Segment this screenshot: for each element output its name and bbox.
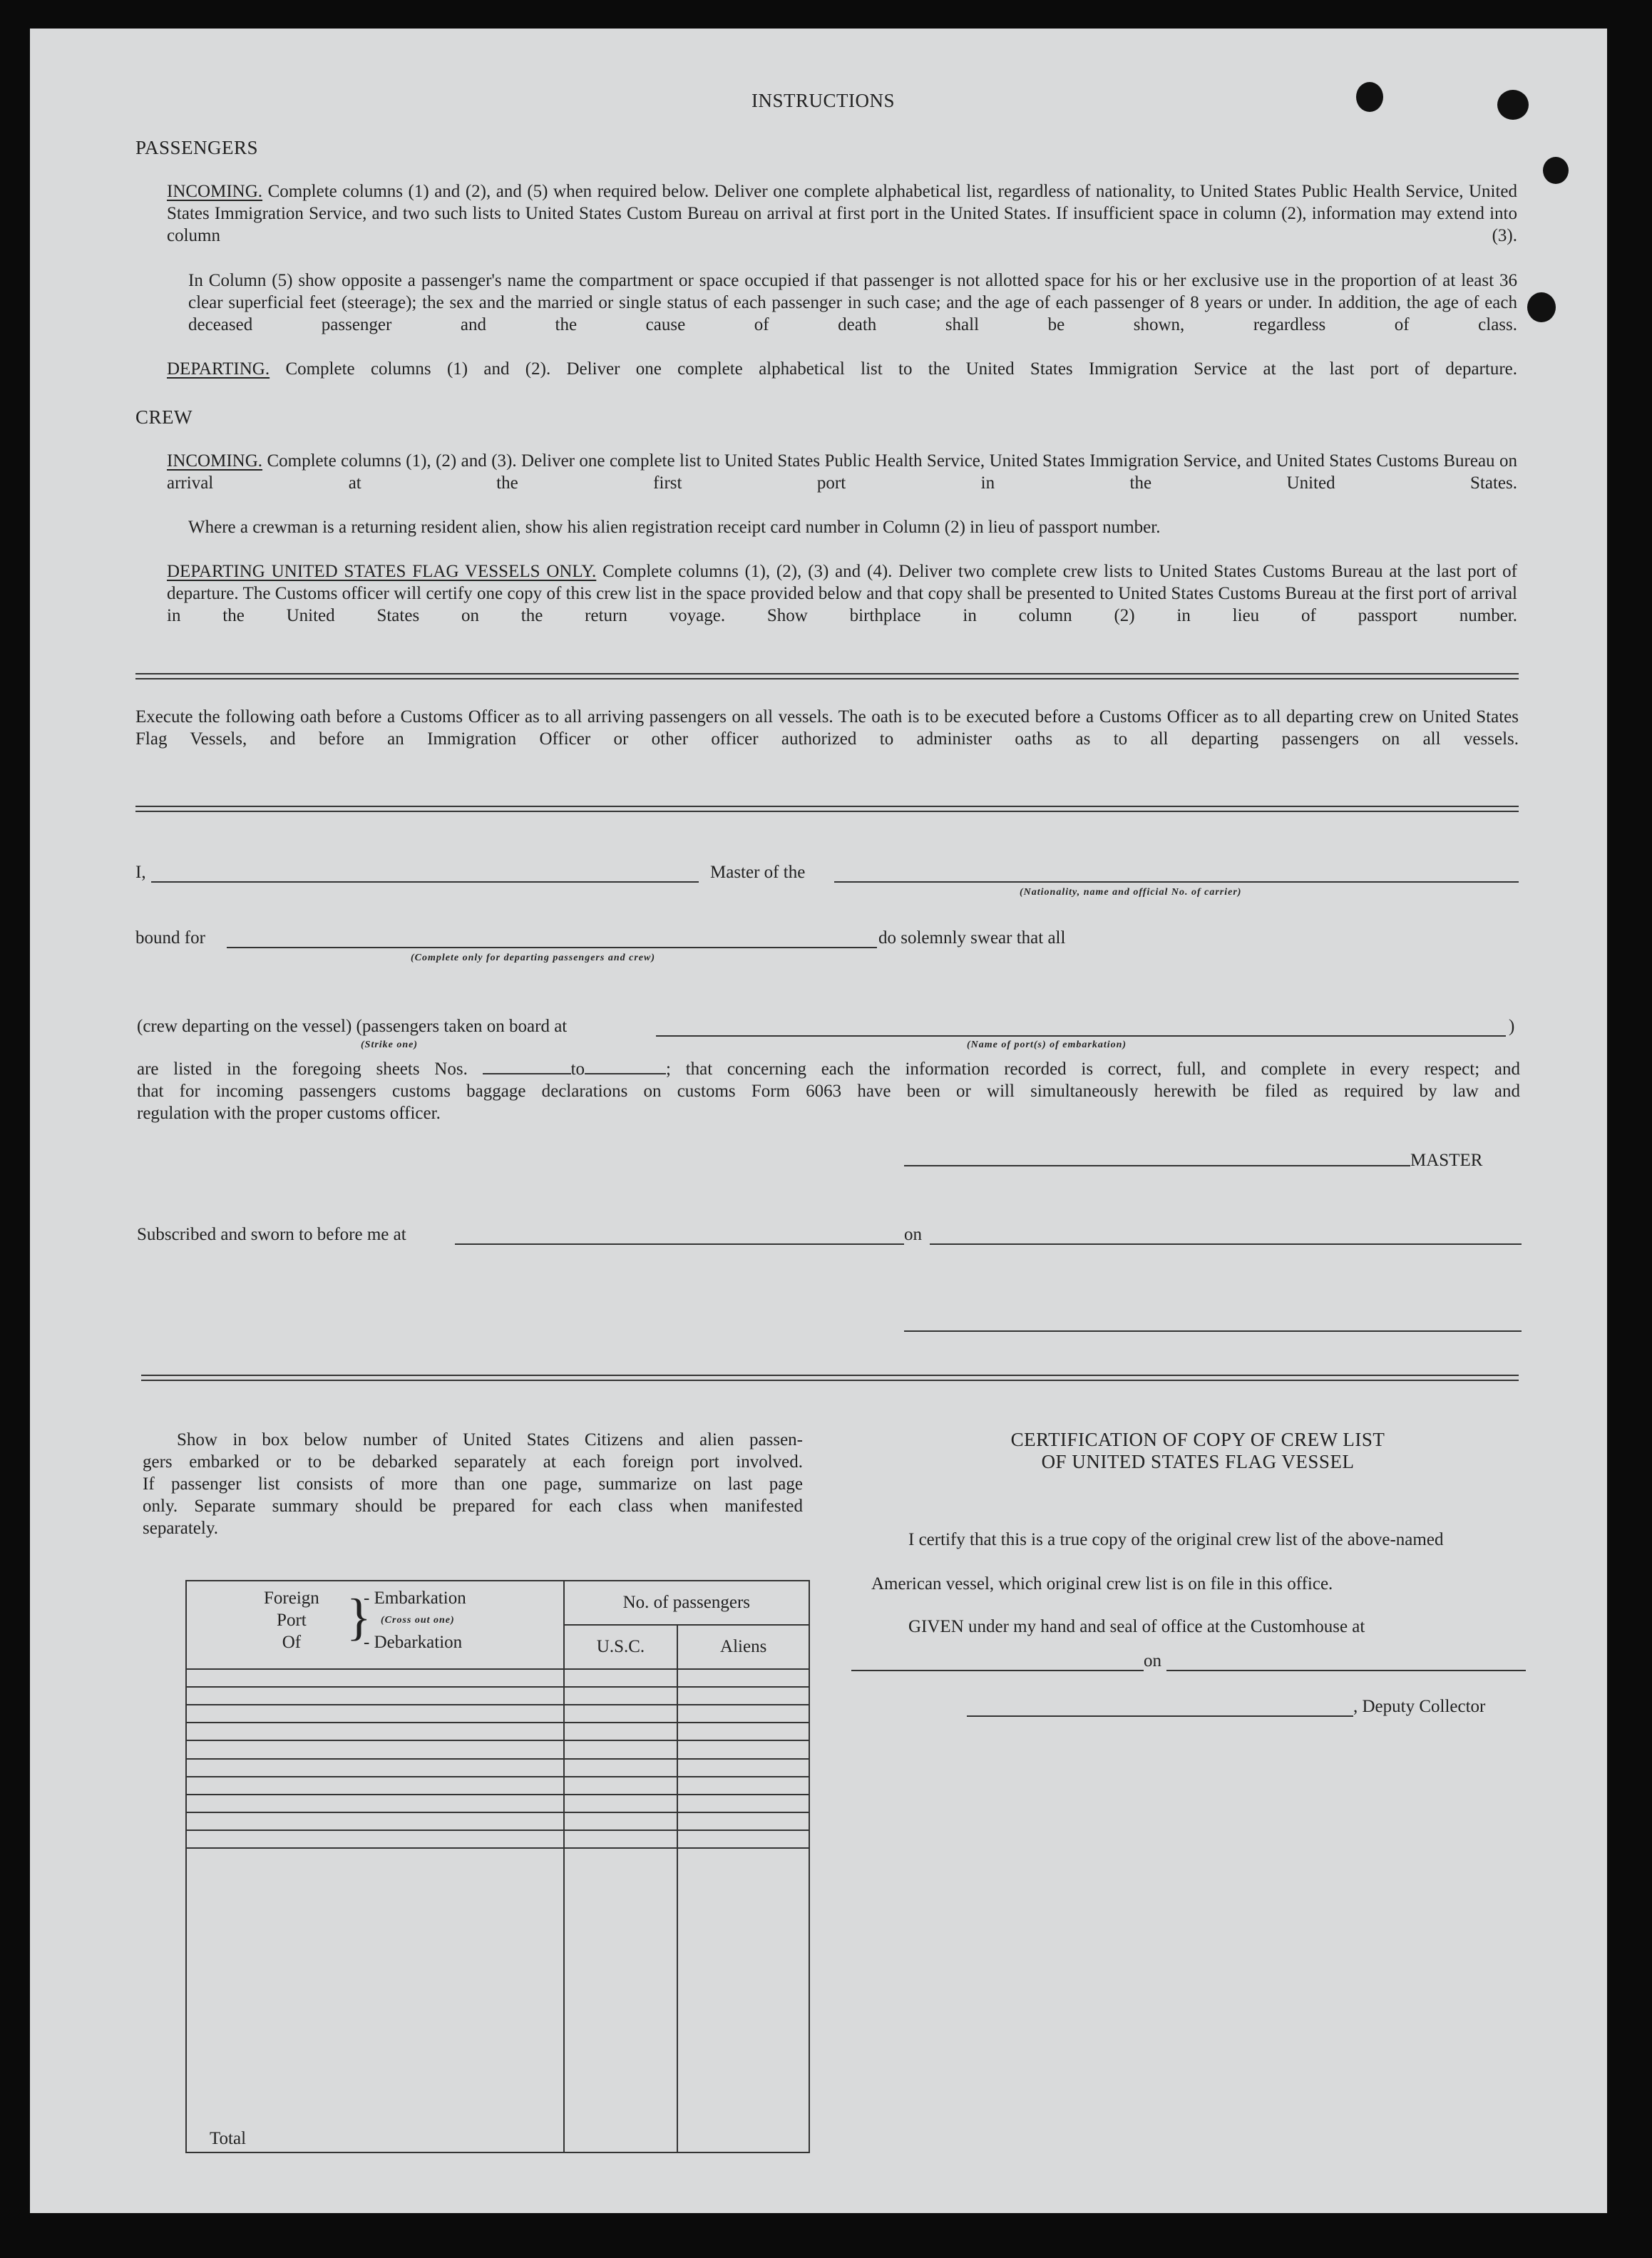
certify-text-3: GIVEN under my hand and seal of office at the Customhouse at — [908, 1617, 1365, 1636]
deputy-collector-signature-line[interactable] — [967, 1715, 1353, 1717]
oath-sheets-sentence — [137, 1058, 1520, 1124]
master-signature-label: MASTER — [1410, 1151, 1483, 1170]
section-heading-crew: CREW — [135, 406, 193, 428]
table-row — [186, 1723, 809, 1740]
punch-hole — [1356, 82, 1383, 112]
passengers-incoming-text: Complete columns (1) and (2), and (5) when required below. Deliver one complete alphabetical list, regardless of nationality, to United States Public Health Service, United States Immigration Service, and two such lists to United States Custom Bureau on arrival at first port in the United States. If insufficient space in column (2), information may extend into column (3). — [167, 182, 1518, 245]
vessel-line[interactable] — [834, 881, 1519, 883]
bound-for-label: bound for — [135, 928, 205, 948]
total-label: Total — [186, 1848, 564, 2152]
passengers-departing-label: DEPARTING. — [167, 359, 270, 379]
crew-incoming-label: INCOMING. — [167, 451, 263, 471]
crew-resident-alien-text: Where a crewman is a returning resident alien, show his alien registration receipt card number in Column (2) in lieu of passport number. — [188, 518, 1161, 537]
port-header-foreign: Foreign — [264, 1589, 319, 1608]
subscribed-place-line[interactable] — [455, 1243, 904, 1245]
crew-incoming-paragraph — [167, 450, 1517, 494]
sheets-prefix: are listed in the foregoing sheets Nos. — [137, 1059, 468, 1079]
certification-date-line[interactable] — [1166, 1670, 1526, 1671]
crew-departing-text: Complete columns (1), (2), (3) and (4). Deliver two complete crew lists to United States Customs Bureau at the last port of departure. The Customs officer will certify one copy of this crew list in the space provided below and that copy shall be presented to United States Customs Bureau at the first port of arrival in the United States on the return voyage. Show birthplace in column (2) in lieu of passport number. — [167, 562, 1517, 625]
curly-brace-icon: } — [347, 1589, 371, 1646]
oath-line-3: regulation with the proper customs officer. — [137, 1104, 441, 1123]
crew-incoming-text: Complete columns (1), (2) and (3). Deliver one complete list to United States Public Health Service, United States Immigration Service, and United States Customs Bureau on arrival at the first port in the United States. — [167, 451, 1517, 493]
summary-line-4: only. Separate summary should be prepared for each class when manifested — [143, 1497, 803, 1516]
master-signature-line[interactable] — [904, 1165, 1410, 1166]
certify-text-1: I certify that this is a true copy of the original crew list of the above-named — [908, 1530, 1444, 1549]
form-page — [30, 29, 1607, 2213]
aliens-header: Aliens — [677, 1625, 809, 1669]
deputy-collector-label: , Deputy Collector — [1353, 1697, 1486, 1716]
subscribed-on-label: on — [904, 1225, 922, 1244]
table-row — [186, 1830, 809, 1848]
passengers-incoming-paragraph — [167, 180, 1517, 247]
section-divider — [135, 806, 1519, 812]
certify-text-2: American vessel, which original crew list is on file in this office. — [871, 1574, 1333, 1594]
summary-instructions — [143, 1429, 803, 1539]
crew-departing-label: DEPARTING UNITED STATES FLAG VESSELS ONLY. — [167, 562, 597, 581]
port-header-of: Of — [282, 1633, 302, 1652]
crew-passengers-text: (crew departing on the vessel) (passengers taken on board at — [137, 1017, 568, 1036]
strike-one-caption: (Strike one) — [361, 1040, 419, 1050]
sheets-to: to — [570, 1059, 585, 1079]
table-row — [186, 1812, 809, 1830]
ports-line[interactable] — [656, 1035, 1506, 1037]
ports-close-paren: ) — [1509, 1017, 1515, 1036]
usc-header: U.S.C. — [564, 1625, 678, 1669]
certification-title-1: CERTIFICATION OF COPY OF CREW LIST — [1010, 1429, 1385, 1450]
do-solemnly-swear-text: do solemnly swear that all — [878, 928, 1066, 948]
oath-instructions-paragraph: Execute the following oath before a Customs Officer as to all arriving passengers on all vessels. The oath is to be executed before a Customs Officer as to all departing crew on United States Flag Vessels, and before an Immigration Officer or other officer authorized to administer oaths as to all departing passengers on all vessels. — [135, 707, 1519, 749]
punch-hole — [1527, 292, 1556, 322]
master-of-the-label: Master of the — [710, 863, 806, 882]
subscribed-date-line[interactable] — [930, 1243, 1522, 1245]
bound-for-line[interactable] — [227, 947, 877, 948]
certification-on-label: on — [1144, 1651, 1161, 1671]
table-row — [186, 1669, 809, 1687]
passengers-incoming-label: INCOMING. — [167, 182, 263, 201]
master-name-line[interactable] — [151, 881, 699, 883]
table-row — [186, 1777, 809, 1795]
section-heading-passengers: PASSENGERS — [135, 137, 259, 158]
passengers-column5-paragraph: In Column (5) show opposite a passenger's name the compartment or space occupied if that passenger is not allotted space for his or her exclusive use in the proportion of at least 36 clear superficial feet (steerage); the sex and the married or single status of each passenger in such case; and the age of each passenger of 8 years or under. In addition, the age of each deceased passenger and the cause of death shall be shown, regardless of class. — [188, 271, 1517, 334]
total-row — [186, 1848, 809, 2152]
sheet-to-line[interactable] — [585, 1073, 666, 1074]
ports-caption: (Name of port(s) of embarkation) — [967, 1040, 1127, 1050]
punch-hole — [1543, 157, 1569, 184]
section-divider — [141, 1375, 1519, 1381]
debarkation-label: - Debarkation — [364, 1633, 463, 1652]
table-row — [186, 1759, 809, 1777]
vessel-line-caption: (Nationality, name and official No. of carrier) — [1020, 887, 1242, 898]
summary-line-1: Show in box below number of United States Citizens and alien passen- — [177, 1430, 803, 1449]
table-row — [186, 1705, 809, 1723]
officer-signature-line[interactable] — [904, 1330, 1522, 1332]
passenger-summary-table — [185, 1580, 810, 2153]
embarkation-label: - Embarkation — [364, 1589, 466, 1608]
sheets-rest: ; that concerning each the information recorded is correct, full, and complete in every respect; and — [666, 1059, 1520, 1079]
sheet-from-line[interactable] — [483, 1073, 571, 1074]
passengers-departing-text: Complete columns (1) and (2). Deliver one complete alphabetical list to the United States Immigration Service at the last port of departure. — [285, 359, 1518, 379]
certification-title-2: OF UNITED STATES FLAG VESSEL — [1041, 1451, 1355, 1472]
subscribed-label: Subscribed and sworn to before me at — [137, 1225, 406, 1244]
passengers-departing-paragraph — [167, 358, 1517, 380]
bound-for-caption: (Complete only for departing passengers and crew) — [411, 953, 655, 963]
port-header-port: Port — [277, 1611, 307, 1630]
punch-hole — [1497, 90, 1529, 120]
table-row — [186, 1795, 809, 1812]
oath-line-2: that for incoming passengers customs baggage declarations on customs Form 6063 have been or will simultaneously herewith be filed as required by law and — [137, 1082, 1520, 1101]
customhouse-place-line[interactable] — [851, 1670, 1144, 1671]
no-of-passengers-header: No. of passengers — [564, 1581, 809, 1625]
oath-i-label: I, — [135, 863, 146, 882]
cross-out-caption: (Cross out one) — [381, 1615, 455, 1626]
summary-line-2: gers embarked or to be debarked separately at each foreign port involved. — [143, 1452, 803, 1472]
summary-line-5: separately. — [143, 1519, 218, 1538]
table-row — [186, 1687, 809, 1705]
table-row — [186, 1740, 809, 1758]
foreign-port-header — [186, 1581, 564, 1669]
crew-departing-paragraph — [167, 560, 1517, 627]
summary-line-3: If passenger list consists of more than one page, summarize on last page — [143, 1474, 803, 1494]
section-divider — [135, 673, 1519, 679]
instructions-title: INSTRUCTIONS — [751, 90, 896, 111]
